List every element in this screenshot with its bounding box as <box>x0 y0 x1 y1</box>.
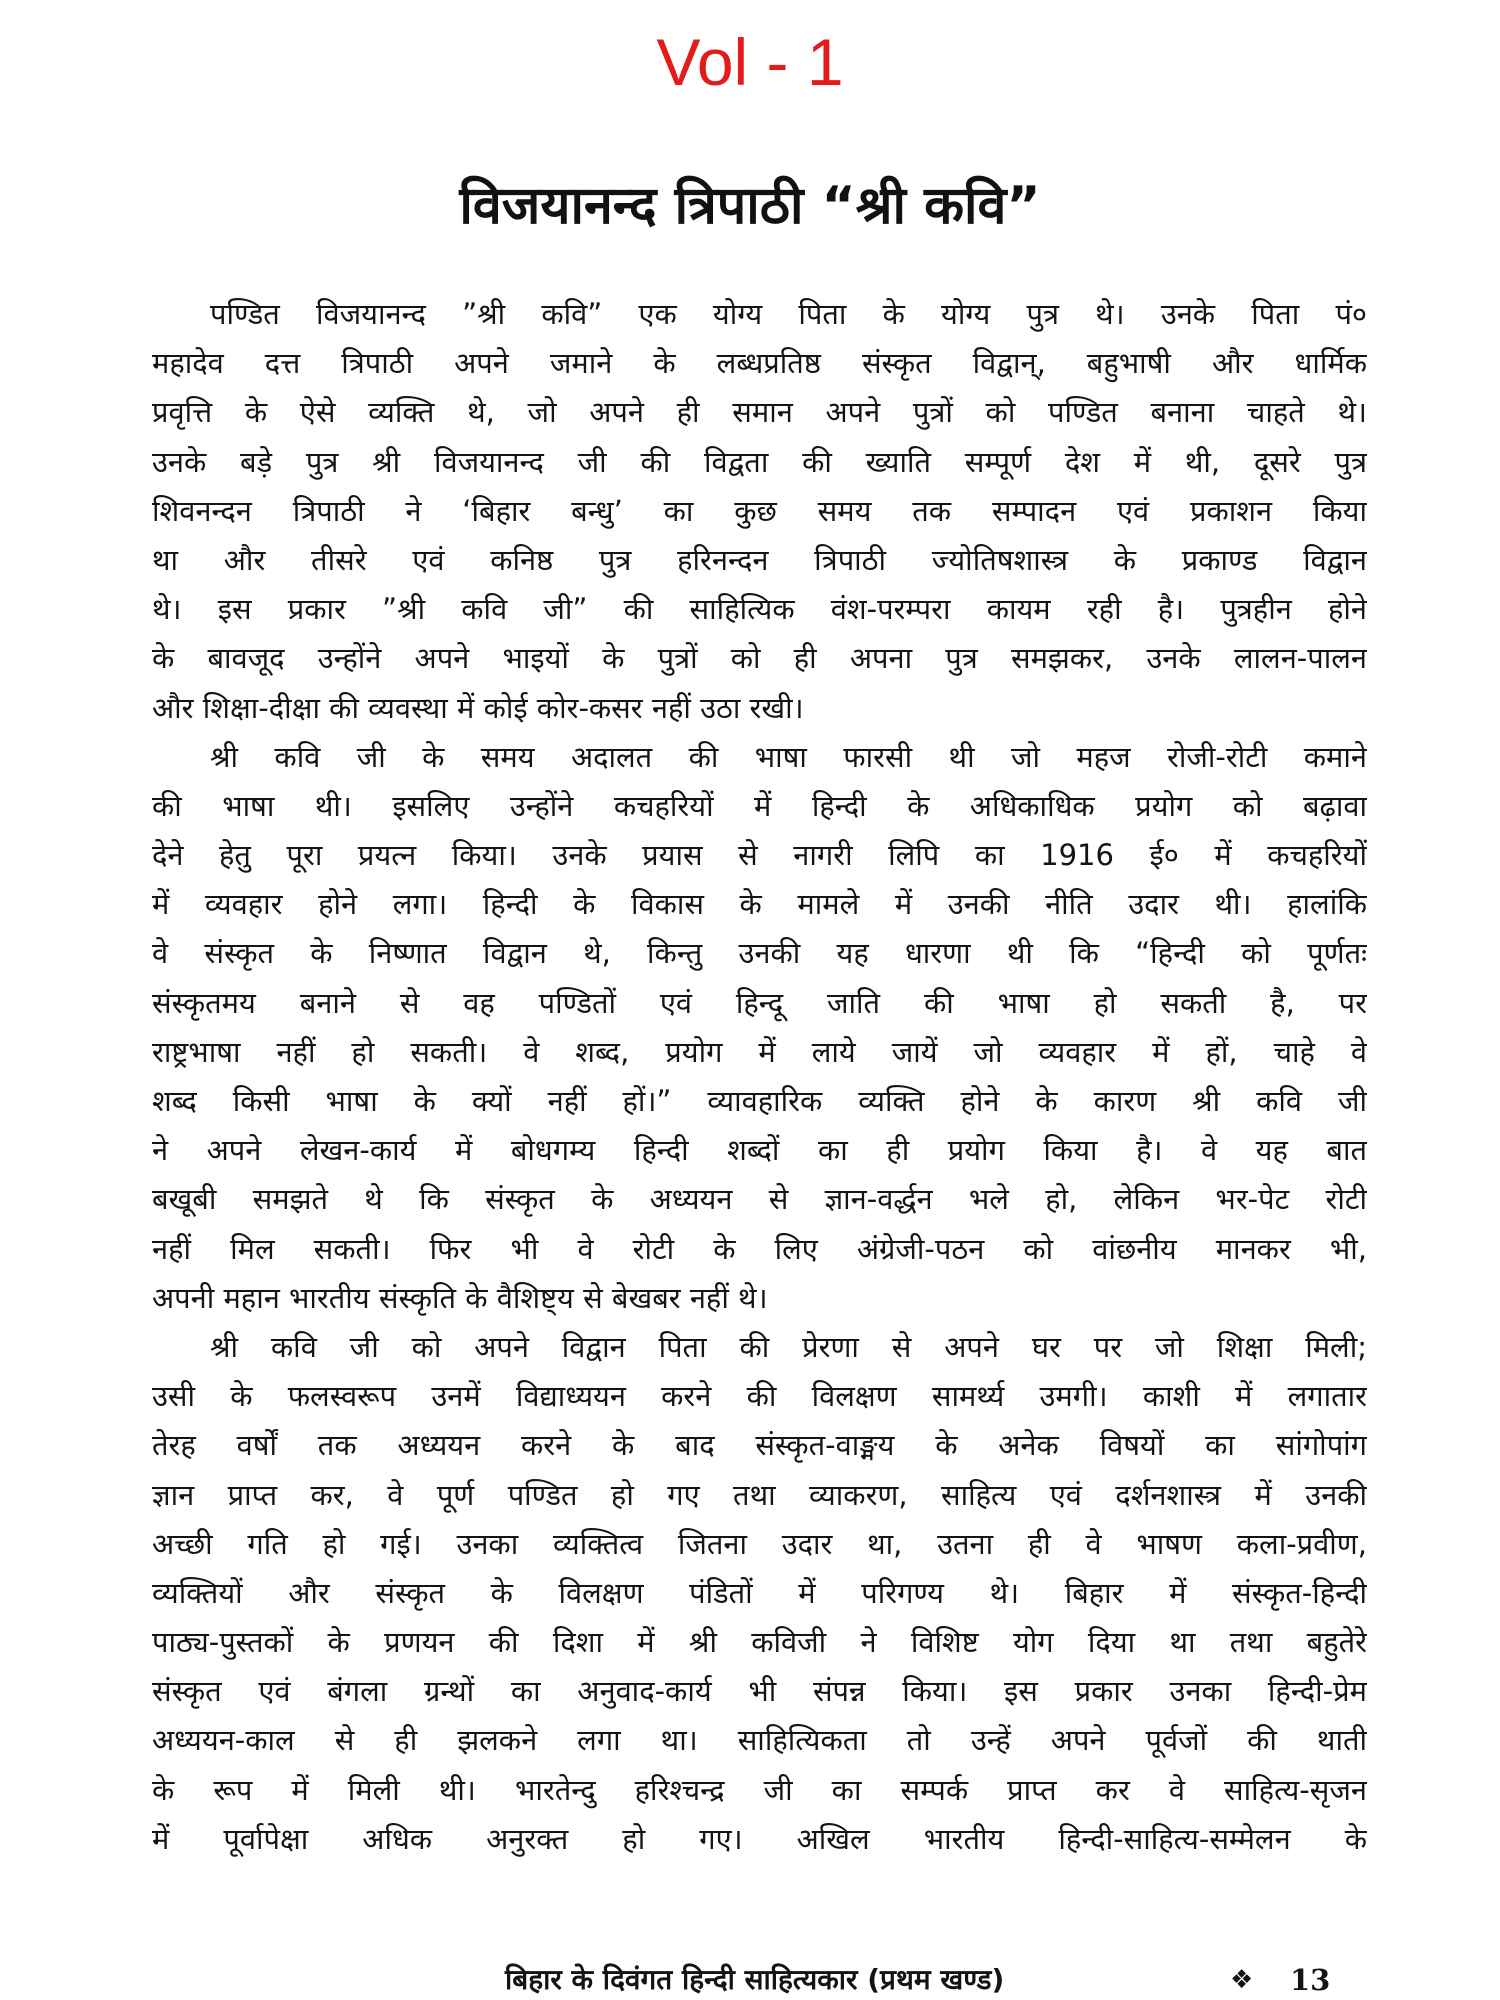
page-title: विजयानन्द त्रिपाठी “श्री कवि” <box>459 176 1041 236</box>
page-footer <box>0 1960 1500 2000</box>
text-line: देने हेतु पूरा प्रयत्न किया। उनके प्रयास से नागरी लिपि का 1916 ई० में कचहरियों <box>152 838 1367 873</box>
text-line: उसी के फलस्वरूप उनमें विद्याध्ययन करने की विलक्षण सामर्थ्य उमगी। काशी में लगातार <box>152 1379 1367 1414</box>
text-line: महादेव दत्त त्रिपाठी अपने जमाने के लब्धप्रतिष्ठ संस्कृत विद्वान्, बहुभाषी और धार्मिक <box>152 346 1367 381</box>
paragraph-1 <box>152 290 1367 733</box>
text-line: में व्यवहार होने लगा। हिन्दी के विकास के मामले में उनकी नीति उदार थी। हालांकि <box>152 887 1367 922</box>
paragraph-2 <box>152 733 1367 1323</box>
page-number: 13 <box>1290 1963 1331 1997</box>
text-line: संस्कृत एवं बंगला ग्रन्थों का अनुवाद-कार्य भी संपन्न किया। इस प्रकार उनका हिन्दी-प्रेम <box>152 1674 1367 1709</box>
text-line: और शिक्षा-दीक्षा की व्यवस्था में कोई कोर-कसर नहीं उठा रखी। <box>152 690 804 725</box>
text-line: अच्छी गति हो गई। उनका व्यक्तित्व जितना उदार था, उतना ही वे भाषण कला-प्रवीण, <box>152 1526 1367 1561</box>
text-line: थे। इस प्रकार ”श्री कवि जी” की साहित्यिक वंश-परम्परा कायम रही है। पुत्रहीन होने <box>152 592 1367 627</box>
text-line: में पूर्वापेक्षा अधिक अनुरक्त हो गए। अखिल भारतीय हिन्दी-साहित्य-सम्मेलन के <box>152 1821 1367 1856</box>
text-line: पण्डित विजयानन्द ”श्री कवि” एक योग्य पिता के योग्य पुत्र थे। उनके पिता पं० <box>210 297 1367 331</box>
text-line: व्यक्तियों और संस्कृत के विलक्षण पंडितों में परिगण्य थे। बिहार में संस्कृत-हिन्दी <box>152 1575 1367 1610</box>
text-line: के बावजूद उन्होंने अपने भाइयों के पुत्रों को ही अपना पुत्र समझकर, उनके लालन-पालन <box>152 641 1367 676</box>
text-line: बखूबी समझते थे कि संस्कृत के अध्ययन से ज्ञान-वर्द्धन भले हो, लेकिन भर-पेट रोटी <box>152 1182 1367 1217</box>
paragraph-3 <box>152 1323 1367 1864</box>
text-line: वे संस्कृत के निष्णात विद्वान थे, किन्तु उनकी यह धारणा थी कि “हिन्दी को पूर्णतः <box>152 936 1367 971</box>
text-line: संस्कृतमय बनाने से वह पण्डितों एवं हिन्दू जाति की भाषा हो सकती है, पर <box>152 985 1367 1020</box>
text-line: प्रवृत्ति के ऐसे व्यक्ति थे, जो अपने ही समान अपने पुत्रों को पण्डित बनाना चाहते थे। <box>152 395 1367 430</box>
text-line: की भाषा थी। इसलिए उन्होंने कचहरियों में हिन्दी के अधिकाधिक प्रयोग को बढ़ावा <box>152 788 1367 823</box>
text-line: पाठ्य-पुस्तकों के प्रणयन की दिशा में श्री कविजी ने विशिष्ट योग दिया था तथा बहुतेरे <box>152 1625 1367 1660</box>
text-line: शिवनन्दन त्रिपाठी ने ‘बिहार बन्धु’ का कुछ समय तक सम्पादन एवं प्रकाशन किया <box>152 493 1367 528</box>
text-line: उनके बड़े पुत्र श्री विजयानन्द जी की विद्वता की ख्याति सम्पूर्ण देश में थी, दूसरे पुत्र <box>152 444 1367 479</box>
text-line: अध्ययन-काल से ही झलकने लगा था। साहित्यिकता तो उन्हें अपने पूर्वजों की थाती <box>152 1723 1367 1758</box>
text-line: तेरह वर्षों तक अध्ययन करने के बाद संस्कृत-वाङ्मय के अनेक विषयों का सांगोपांग <box>152 1428 1367 1463</box>
text-line: के रूप में मिली थी। भारतेन्दु हरिश्चन्द्र जी का सम्पर्क प्राप्त कर वे साहित्य-सृजन <box>152 1772 1367 1807</box>
footer-book-title: बिहार के दिवंगत हिन्दी साहित्यकार (प्रथम खण्ड) <box>505 1963 1005 1996</box>
text-line: शब्द किसी भाषा के क्यों नहीं हों।” व्यावहारिक व्यक्ति होने के कारण श्री कवि जी <box>152 1084 1367 1118</box>
text-line: अपनी महान भारतीय संस्कृति के वैशिष्ट्य से बेखबर नहीं थे। <box>152 1280 768 1315</box>
text-line: ज्ञान प्राप्त कर, वे पूर्ण पण्डित हो गए तथा व्याकरण, साहित्य एवं दर्शनशास्त्र में उनकी <box>152 1477 1367 1512</box>
volume-label: Vol - 1 <box>656 25 844 99</box>
text-line: श्री कवि जी के समय अदालत की भाषा फारसी थी जो महज रोजी-रोटी कमाने <box>210 739 1367 774</box>
text-line: नहीं मिल सकती। फिर भी वे रोटी के लिए अंग्रेजी-पठन को वांछनीय मानकर भी, <box>152 1231 1367 1266</box>
article-body <box>152 290 1367 1864</box>
ornament-icon: ❖ <box>1230 1965 1254 1995</box>
text-line: था और तीसरे एवं कनिष्ठ पुत्र हरिनन्दन त्रिपाठी ज्योतिषशास्त्र के प्रकाण्ड विद्वान <box>152 542 1367 577</box>
text-line: श्री कवि जी को अपने विद्वान पिता की प्रेरणा से अपने घर पर जो शिक्षा मिली; <box>210 1329 1367 1364</box>
text-line: ने अपने लेखन-कार्य में बोधगम्य हिन्दी शब्दों का ही प्रयोग किया है। वे यह बात <box>152 1133 1367 1168</box>
text-line: राष्ट्रभाषा नहीं हो सकती। वे शब्द, प्रयोग में लाये जायें जो व्यवहार में हों, चाहे वे <box>152 1034 1367 1069</box>
